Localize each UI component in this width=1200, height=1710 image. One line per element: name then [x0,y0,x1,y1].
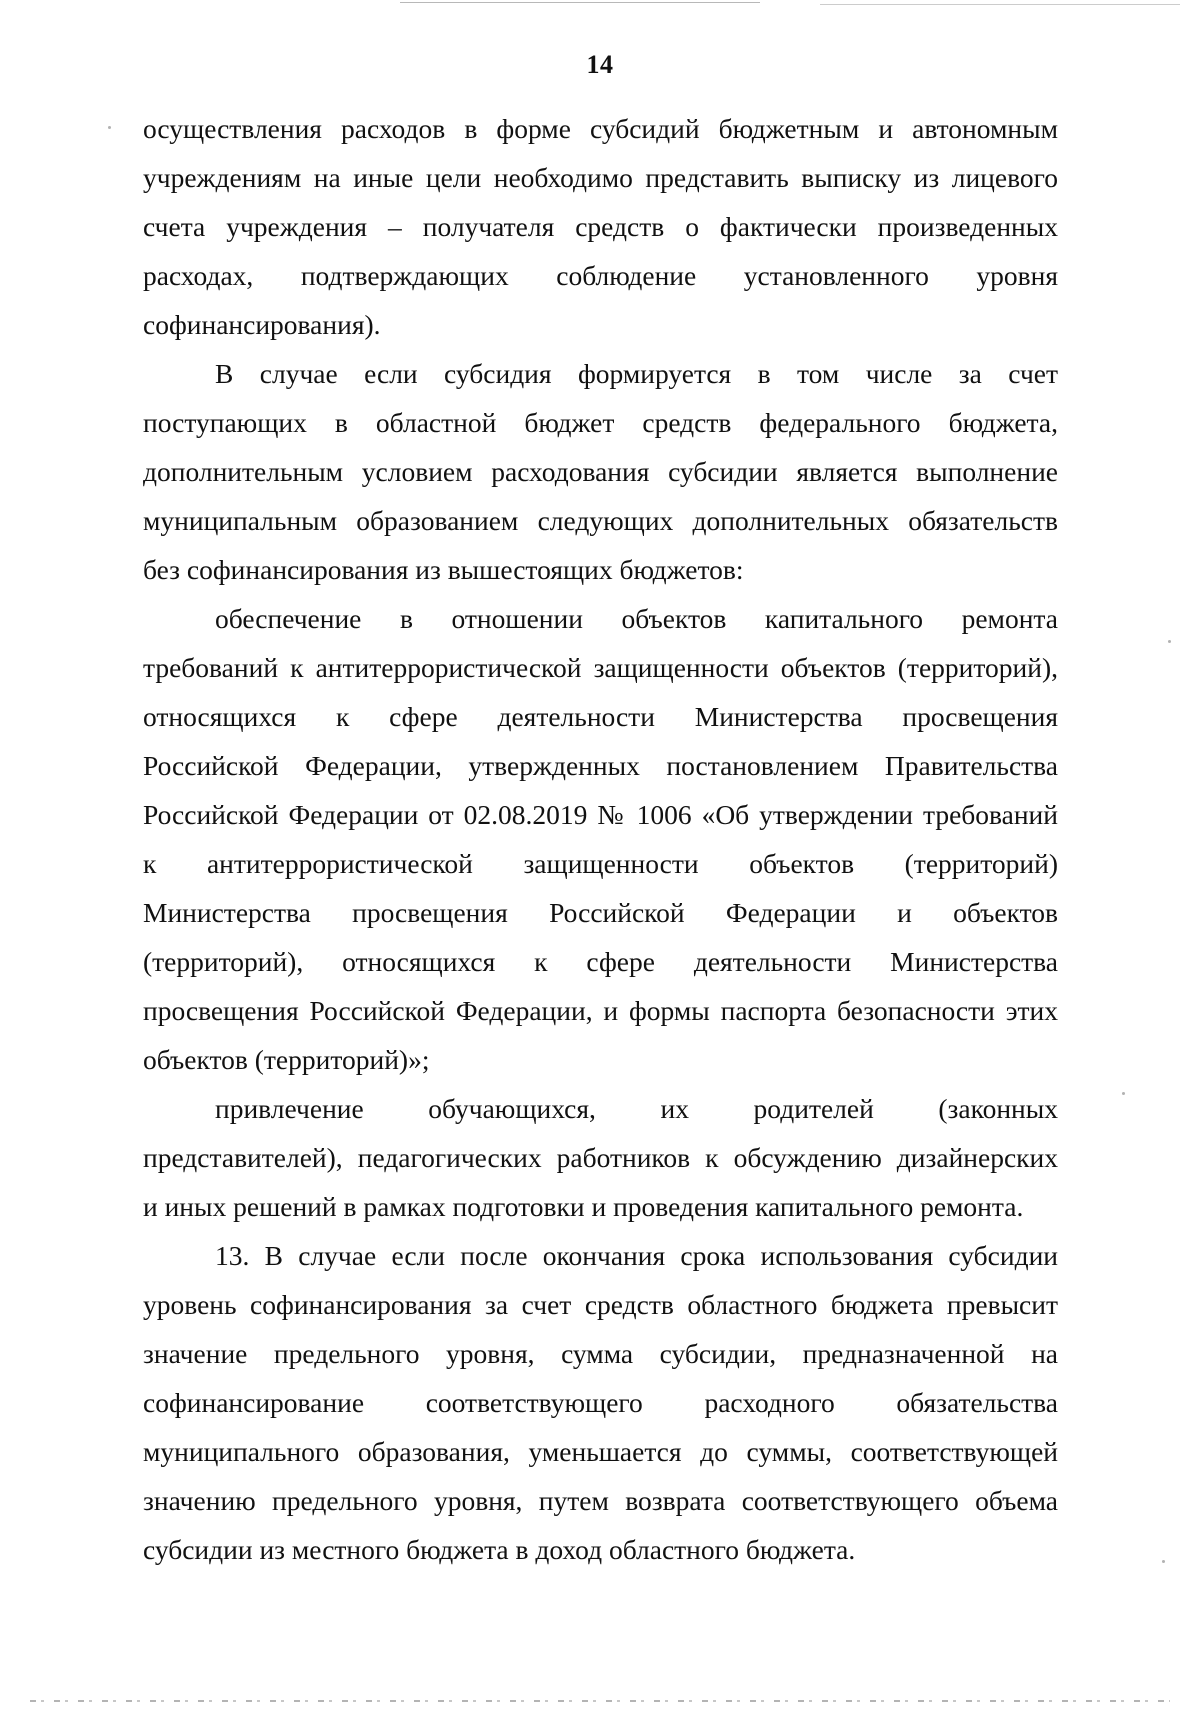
text-line: 13. В случае если после окончания срока использования субсидии [215,1240,1058,1271]
text-line: Министерства просвещения Российской Федерации и объектов [143,897,1058,928]
text-line: софинансирования). [143,309,381,340]
text-line: муниципального образования, уменьшается до суммы, соответствующей [143,1436,1058,1467]
page-number: 14 [586,50,614,79]
text-line: дополнительным условием расходования субсидии является выполнение [143,456,1058,487]
scan-speck [108,126,111,129]
text-line: Российской Федерации от 02.08.2019 № 1006 «Об утверждении требований [143,799,1058,830]
text-line: уровень софинансирования за счет средств областного бюджета превысит [143,1289,1058,1320]
scan-speck [1162,1560,1165,1563]
text-line: поступающих в областной бюджет средств федерального бюджета, [143,407,1058,438]
text-line: В случае если субсидия формируется в том числе за счет [215,358,1058,389]
text-line: без софинансирования из вышестоящих бюджетов: [143,554,744,585]
text-line: учреждениям на иные цели необходимо представить выписку из лицевого [143,162,1058,193]
text-line: субсидии из местного бюджета в доход областного бюджета. [143,1534,856,1565]
text-line: Российской Федерации, утвержденных постановлением Правительства [143,750,1058,781]
text-line: (территорий), относящихся к сфере деятельности Министерства [143,946,1058,977]
scan-artifact-top-right [820,4,1180,5]
text-line: муниципальным образованием следующих дополнительных обязательств [143,505,1058,536]
text-line: требований к антитеррористической защищенности объектов (территорий), [143,652,1058,683]
text-line: значению предельного уровня, путем возврата соответствующего объема [143,1485,1058,1516]
text-line: обеспечение в отношении объектов капитального ремонта [215,603,1058,634]
scan-speck [1168,640,1171,643]
text-line: софинансирование соответствующего расходного обязательства [143,1387,1058,1418]
text-line: объектов (территорий)»; [143,1044,430,1075]
text-line: значение предельного уровня, сумма субсидии, предназначенной на [143,1338,1058,1369]
text-line: счета учреждения – получателя средств о фактически произведенных [143,211,1058,242]
text-line: просвещения Российской Федерации, и формы паспорта безопасности этих [143,995,1058,1026]
scan-speck [1122,1092,1125,1095]
text-line: представителей), педагогических работников к обсуждению дизайнерских [143,1142,1058,1173]
scan-artifact-top [400,2,760,3]
text-line: расходах, подтверждающих соблюдение установленного уровня [143,260,1058,291]
text-line: и иных решений в рамках подготовки и проведения капитального ремонта. [143,1191,1024,1222]
text-line: к антитеррористической защищенности объектов (территорий) [143,848,1058,879]
text-line: привлечение обучающихся, их родителей (законных [215,1093,1058,1124]
text-line: осуществления расходов в форме субсидий бюджетным и автономным [143,113,1058,144]
document-body [143,104,1058,1574]
text-line: относящихся к сфере деятельности Министерства просвещения [143,701,1058,732]
scan-artifact-bottom [30,1700,1170,1702]
